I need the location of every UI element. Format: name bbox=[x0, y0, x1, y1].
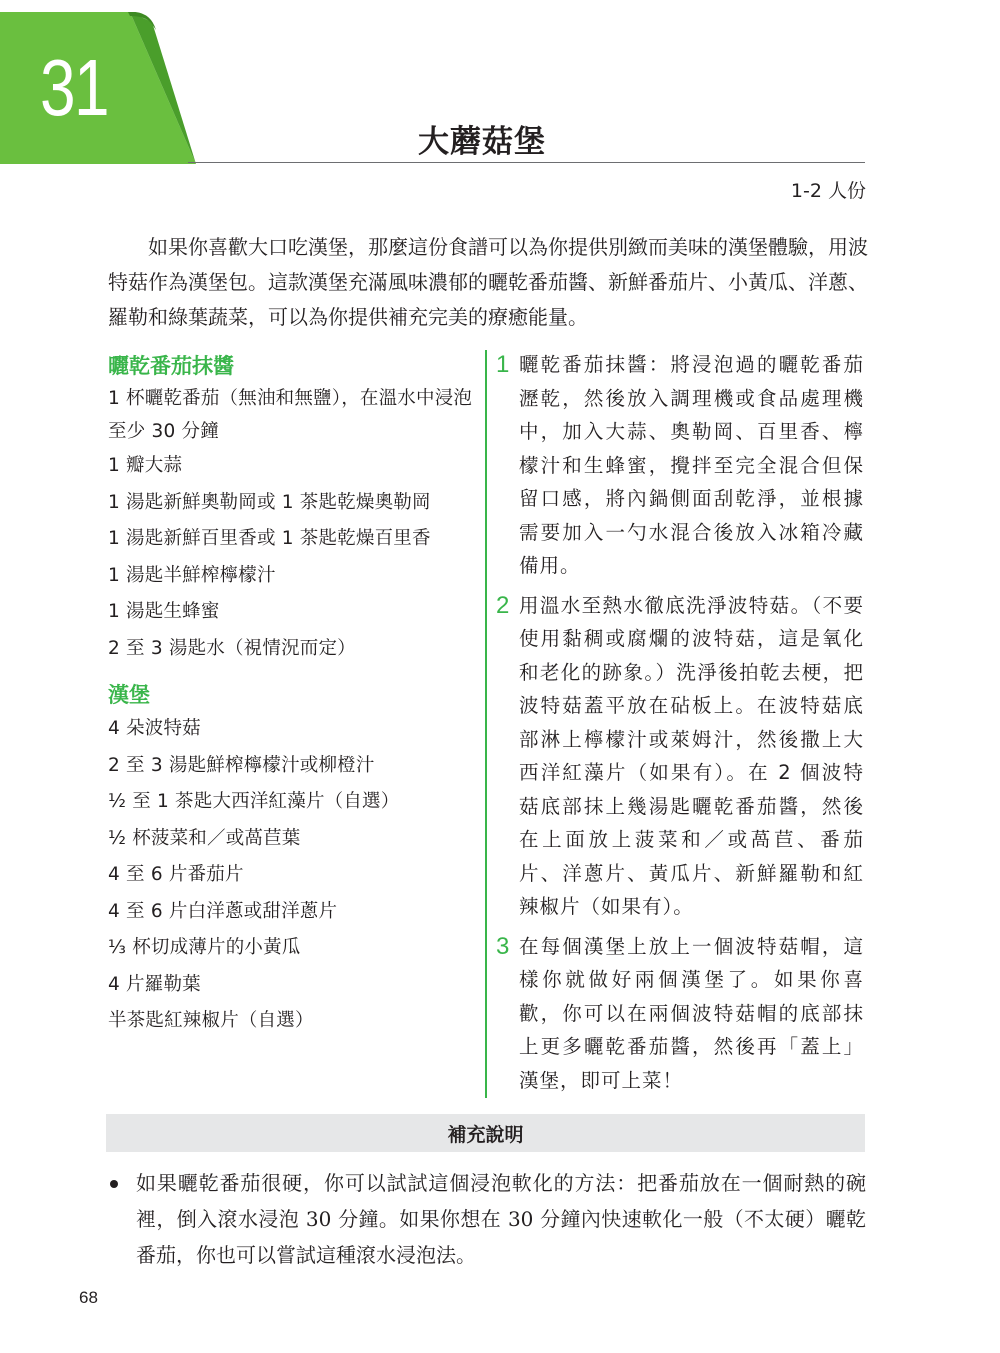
steps-column bbox=[496, 348, 864, 1097]
intro-paragraph: 如果你喜歡大口吃漢堡，那麼這份食譜可以為你提供別緻而美味的漢堡體驗，用波特菇作為漢堡包。這款漢堡充滿風味濃郁的曬乾番茄醬、新鮮番茄片、小黃瓜、洋蔥、羅勒和綠葉蔬菜，可以為你提供補充完美的療癒能量。 bbox=[108, 235, 868, 329]
step-text: 在每個漢堡上放上一個波特菇帽，這樣你就做好兩個漢堡了。如果你喜歡，你可以在兩個波特菇帽的底部抹上更多曬乾番茄醬，然後再「蓋上」漢堡，即可上菜！ bbox=[519, 934, 864, 1092]
ingredient-item: 1 杯曬乾番茄（無油和無鹽），在溫水中浸泡至少 30 分鐘 bbox=[108, 388, 473, 442]
step-item bbox=[496, 930, 864, 1098]
notes-list bbox=[106, 1165, 866, 1273]
notes-header-bar bbox=[106, 1114, 865, 1152]
ingredient-item: 1 湯匙半鮮榨檸檬汁 bbox=[108, 564, 276, 586]
tomato-spread-list bbox=[108, 382, 483, 667]
column-divider bbox=[485, 350, 487, 1098]
burger-heading: 漢堡 bbox=[108, 683, 150, 707]
ingredient-item: 2 至 3 湯匙鮮榨檸檬汁或柳橙汁 bbox=[108, 754, 375, 776]
ingredient-item: 4 朵波特菇 bbox=[108, 718, 201, 739]
step-item bbox=[496, 589, 864, 924]
ingredient-item: 4 片羅勒葉 bbox=[108, 973, 201, 995]
ingredient-item: ½ 至 1 茶匙大西洋紅藻片（自選） bbox=[108, 791, 400, 812]
burger-list bbox=[108, 711, 483, 1040]
ingredients-column bbox=[108, 350, 483, 1040]
ingredient-item: 4 至 6 片白洋蔥或甜洋蔥片 bbox=[108, 900, 338, 922]
servings-label: 1-2 人份 bbox=[790, 180, 866, 202]
ingredient-item: 1 湯匙生蜂蜜 bbox=[108, 601, 220, 622]
step-number: 3 bbox=[496, 932, 510, 960]
title-divider bbox=[188, 162, 865, 163]
note-item: 如果曬乾番茄很硬，你可以試試這個浸泡軟化的方法：把番茄放在一個耐熱的碗裡，倒入滾水浸泡 30 分鐘。如果你想在 30 分鐘內快速軟化一般（不太硬）曬乾番茄，你也可以嘗試這種滾水浸泡法。 bbox=[106, 1165, 866, 1273]
tomato-spread-heading: 曬乾番茄抹醬 bbox=[108, 354, 234, 378]
step-number: 1 bbox=[496, 351, 510, 378]
step-item bbox=[496, 348, 864, 583]
ingredient-item: ⅓ 杯切成薄片的小黃瓜 bbox=[108, 937, 301, 958]
ingredient-item: ½ 杯菠菜和／或萵苣葉 bbox=[108, 827, 301, 849]
step-text: 曬乾番茄抹醬：將浸泡過的曬乾番茄瀝乾，然後放入調理機或食品處理機中，加入大蒜、奧勒岡、百里香、檸檬汁和生蜂蜜，攪拌至完全混合但保留口感，將內鍋側面刮乾淨，並根據需要加入一勺水混合後放入冰箱冷藏備用。 bbox=[519, 353, 864, 577]
notes-heading: 補充說明 bbox=[447, 1124, 524, 1146]
ingredient-item: 1 湯匙新鮮百里香或 1 茶匙乾燥百里香 bbox=[108, 528, 431, 549]
ingredient-item: 1 瓣大蒜 bbox=[108, 455, 183, 476]
step-text: 用溫水至熱水徹底洗淨波特菇。（不要使用黏稠或腐爛的波特菇，這是氧化和老化的跡象。）洗淨後拍乾去梗，把波特菇蓋平放在砧板上。在波特菇底部淋上檸檬汁或萊姆汁，然後撒上大西洋紅藻片（如果有）。在 2 個波特菇底部抹上幾湯匙曬乾番茄醬，然後在上面放上菠菜和／或萵苣、番茄片、洋蔥片、黃瓜片、新鮮羅勒和紅辣椒片（如果有）。 bbox=[519, 593, 864, 918]
ingredient-item: 半茶匙紅辣椒片（自選） bbox=[108, 1010, 314, 1031]
ingredient-item: 2 至 3 湯匙水（視情況而定） bbox=[108, 637, 356, 659]
page-title: 大蘑菇堡 bbox=[418, 124, 546, 160]
page-number: 68 bbox=[79, 1288, 98, 1307]
step-number: 2 bbox=[496, 591, 510, 619]
ingredient-item: 1 湯匙新鮮奧勒岡或 1 茶匙乾燥奧勒岡 bbox=[108, 491, 431, 513]
ingredient-item: 4 至 6 片番茄片 bbox=[108, 864, 244, 885]
chapter-number: 31 bbox=[40, 43, 108, 132]
